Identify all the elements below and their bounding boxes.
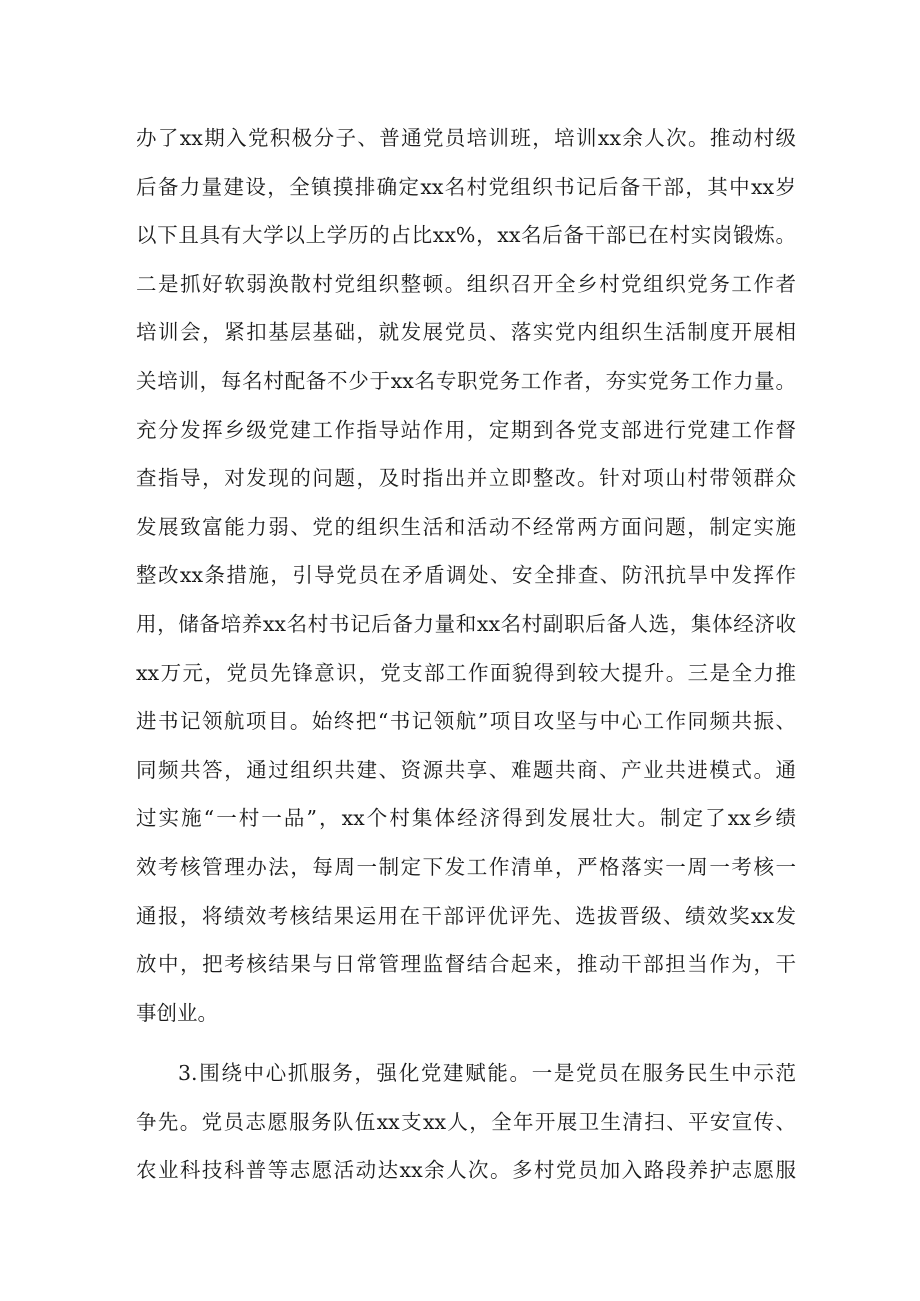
text-line: 整改xx条措施，引导党员在矛盾调处、安全排查、防汛抗旱中发挥作 [136,563,796,588]
paragraph-service-center [136,1049,796,1195]
text-line: 充分发挥乡级党建工作指导站作用，定期到各党支部进行党建工作督 [136,417,796,442]
paragraph-party-building-continued [136,114,796,1037]
text-line: 争先。党员志愿服务队伍xx支xx人，全年开展卫生清扫、平安宣传、 [136,1109,796,1134]
text-line: 用，储备培养xx名村书记后备力量和xx名村副职后备人选，集体经济收 [136,611,796,636]
text-line: 培训会，紧扣基层基础，就发展党员、落实党内组织生活制度开展相 [136,320,796,345]
text-line: 3.围绕中心抓服务，强化党建赋能。一是党员在服务民生中示范 [178,1061,796,1086]
text-line: 进书记领航项目。始终把“书记领航”项目攻坚与中心工作同频共振、 [136,709,796,734]
text-line: xx万元，党员先锋意识，党支部工作面貌得到较大提升。三是全力推 [136,660,796,685]
document-body [136,114,796,1195]
paragraph-gap [136,1037,796,1049]
text-line: 通报，将绩效考核结果运用在干部评优评先、选拔晋级、绩效奖xx发 [136,903,796,928]
text-line: 关培训，每名村配备不少于xx名专职党务工作者，夯实党务工作力量。 [136,368,796,393]
text-line: 同频共答，通过组织共建、资源共享、难题共商、产业共进模式。通 [136,757,796,782]
text-line: 后备力量建设，全镇摸排确定xx名村党组织书记后备干部，其中xx岁 [136,174,796,199]
text-line: 过实施“一村一品”，xx个村集体经济得到发展壮大。制定了xx乡绩 [136,806,796,831]
text-line: 效考核管理办法，每周一制定下发工作清单，严格落实一周一考核一 [136,854,796,879]
text-line: 以下且具有大学以上学历的占比xx%，xx名后备干部已在村实岗锻炼。 [136,223,796,248]
text-line: 农业科技科普等志愿活动达xx余人次。多村党员加入路段养护志愿服 [136,1158,796,1183]
text-line: 事创业。 [136,1000,218,1025]
text-line: 查指导，对发现的问题，及时指出并立即整改。针对项山村带领群众 [136,466,796,491]
text-line: 放中，把考核结果与日常管理监督结合起来，推动干部担当作为，干 [136,952,796,977]
text-line: 二是抓好软弱涣散村党组织整顿。组织召开全乡村党组织党务工作者 [136,271,796,296]
text-line: 办了xx期入党积极分子、普通党员培训班，培训xx余人次。推动村级 [136,126,796,150]
text-line: 发展致富能力弱、党的组织生活和活动不经常两方面问题，制定实施 [136,514,796,539]
